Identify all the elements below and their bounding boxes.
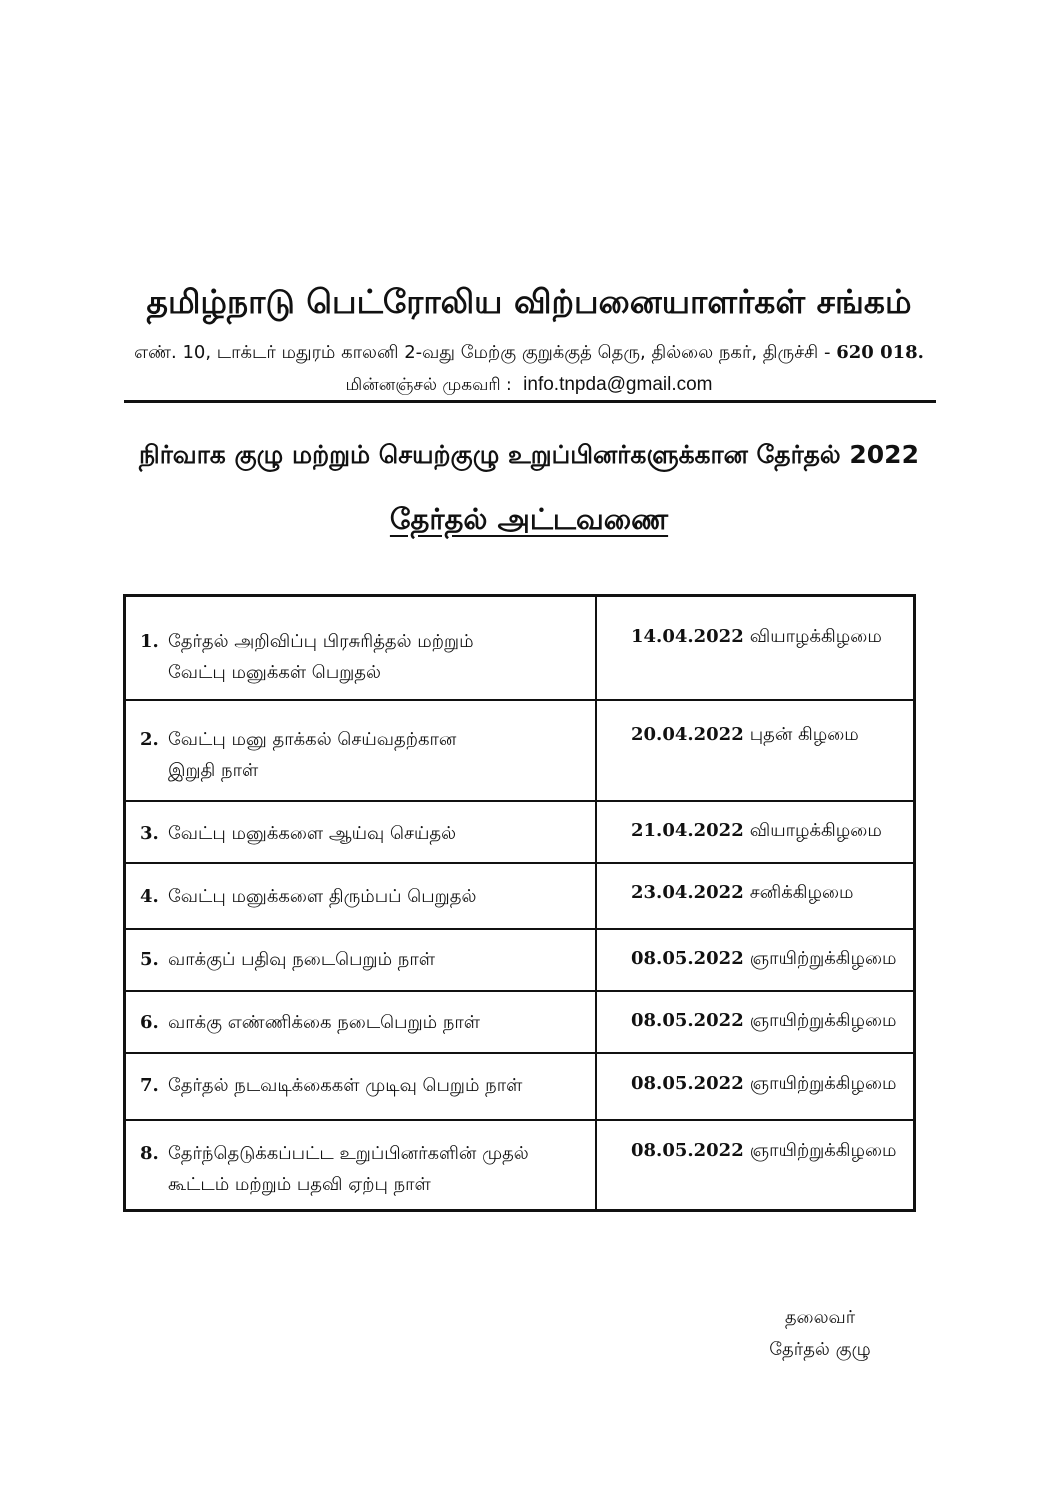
organization-name: தமிழ்நாடு பெட்ரோலிய விற்பனையாளர்கள் சங்கம் bbox=[146, 282, 912, 321]
schedule-title: தேர்தல் அட்டவணை bbox=[389, 502, 669, 536]
item-number: 3. bbox=[140, 822, 159, 844]
schedule-date: 08.05.2022 bbox=[631, 1139, 744, 1161]
signature-block bbox=[720, 1302, 920, 1366]
schedule-date: 08.05.2022 bbox=[631, 1072, 744, 1094]
signatory-committee: தேர்தல் குழு bbox=[769, 1339, 871, 1360]
table-row bbox=[125, 1120, 915, 1211]
item-text-line: வேட்பு மனுக்களை ஆய்வு செய்தல் bbox=[168, 822, 457, 844]
signatory-role: தலைவர் bbox=[784, 1307, 856, 1328]
schedule-item-cell bbox=[125, 863, 597, 929]
item-text-line: தேர்தல் அறிவிப்பு பிரசுரித்தல் மற்றும் bbox=[168, 631, 474, 652]
table-row bbox=[125, 863, 915, 929]
table-row bbox=[125, 929, 915, 991]
schedule-day: வியாழக்கிழமை bbox=[749, 819, 882, 841]
schedule-date-cell bbox=[596, 801, 915, 863]
schedule-date-cell bbox=[596, 991, 915, 1053]
schedule-date-cell bbox=[596, 863, 915, 929]
schedule-item-cell bbox=[125, 1120, 597, 1211]
schedule-date-cell bbox=[596, 1053, 915, 1120]
address-text: எண். 10, டாக்டர் மதுரம் காலனி 2-வது மேற்கு குறுக்குத் தெரு, தில்லை நகர், திருச்சி - bbox=[134, 342, 831, 363]
item-number: 1. bbox=[140, 631, 159, 652]
item-text-line: தேர்தல் நடவடிக்கைகள் முடிவு பெறும் நாள் bbox=[168, 1074, 523, 1096]
item-number: 2. bbox=[140, 728, 159, 750]
address-pincode: 620 018. bbox=[836, 342, 924, 363]
schedule-day: வியாழக்கிழமை bbox=[749, 626, 882, 647]
email-label: மின்னஞ்சல் முகவரி : bbox=[345, 375, 512, 395]
schedule-date: 20.04.2022 bbox=[631, 723, 744, 745]
item-text-line: வேட்பு மனுக்களை திரும்பப் பெறுதல் bbox=[168, 885, 477, 907]
schedule-item-cell bbox=[125, 700, 597, 801]
table-row bbox=[125, 1053, 915, 1120]
item-text-line: வாக்கு எண்ணிக்கை நடைபெறும் நாள் bbox=[168, 1011, 481, 1033]
schedule-day: சனிக்கிழமை bbox=[749, 881, 854, 903]
schedule-date: 23.04.2022 bbox=[631, 881, 744, 903]
item-number: 7. bbox=[140, 1074, 159, 1096]
item-number: 6. bbox=[140, 1011, 159, 1033]
item-text-line: தேர்ந்தெடுக்கப்பட்ட உறுப்பினர்களின் முதல் bbox=[168, 1142, 529, 1164]
email-address: info.tnpda@gmail.com bbox=[523, 374, 713, 395]
item-text-line: கூட்டம் மற்றும் பதவி ஏற்பு நாள் bbox=[168, 1173, 431, 1195]
table-row bbox=[125, 991, 915, 1053]
item-text-line: வேட்பு மனு தாக்கல் செய்வதற்கான bbox=[168, 728, 457, 750]
table-row bbox=[125, 801, 915, 863]
schedule-item-cell bbox=[125, 596, 597, 700]
schedule-date: 14.04.2022 bbox=[631, 626, 744, 647]
schedule-date-cell bbox=[596, 700, 915, 801]
schedule-item-cell bbox=[125, 801, 597, 863]
schedule-day: ஞாயிற்றுக்கிழமை bbox=[749, 1072, 897, 1094]
election-title: நிர்வாக குழு மற்றும் செயற்குழு உறுப்பினர்களுக்கான தேர்தல் 2022 bbox=[139, 440, 919, 469]
schedule-date: 08.05.2022 bbox=[631, 947, 744, 969]
schedule-day: ஞாயிற்றுக்கிழமை bbox=[749, 947, 897, 969]
item-number: 5. bbox=[140, 948, 159, 970]
organization-address bbox=[0, 342, 1058, 365]
schedule-date: 21.04.2022 bbox=[631, 819, 744, 841]
table-row bbox=[125, 700, 915, 801]
schedule-day: புதன் கிழமை bbox=[749, 723, 859, 745]
email-line bbox=[0, 374, 1058, 397]
schedule-day: ஞாயிற்றுக்கிழமை bbox=[749, 1009, 897, 1031]
election-schedule-table bbox=[123, 594, 916, 1212]
item-number: 8. bbox=[140, 1142, 159, 1164]
schedule-item-cell bbox=[125, 929, 597, 991]
header-divider bbox=[124, 400, 936, 403]
schedule-item-cell bbox=[125, 1053, 597, 1120]
item-number: 4. bbox=[140, 885, 159, 907]
table-row bbox=[125, 596, 915, 700]
schedule-date-cell bbox=[596, 1120, 915, 1211]
item-text-line: இறுதி நாள் bbox=[168, 759, 259, 781]
item-text-line: வாக்குப் பதிவு நடைபெறும் நாள் bbox=[168, 948, 436, 970]
item-text-line: வேட்பு மனுக்கள் பெறுதல் bbox=[168, 662, 381, 683]
schedule-item-cell bbox=[125, 991, 597, 1053]
schedule-date-cell bbox=[596, 596, 915, 700]
schedule-date: 08.05.2022 bbox=[631, 1009, 744, 1031]
schedule-date-cell bbox=[596, 929, 915, 991]
schedule-day: ஞாயிற்றுக்கிழமை bbox=[749, 1139, 897, 1161]
